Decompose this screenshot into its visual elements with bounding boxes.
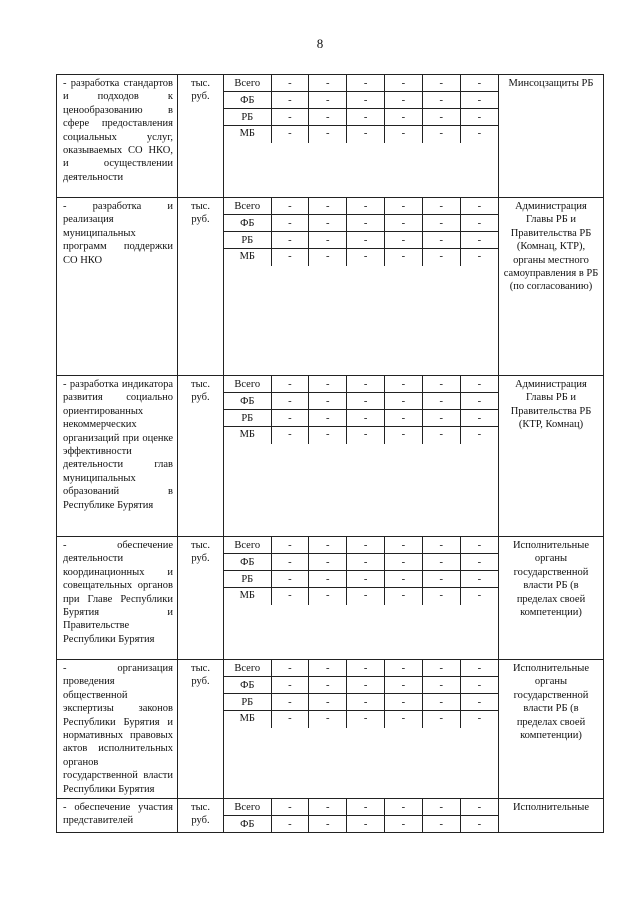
funding-row — [224, 537, 498, 554]
funding-row — [224, 711, 498, 729]
measure-description: - разработка и реализация муниципальных программ поддержки СО НКО — [63, 201, 173, 266]
funding-value: - — [347, 75, 385, 92]
funding-source-label: РБ — [224, 571, 271, 588]
funding-value: - — [460, 198, 498, 215]
funding-source-label: МБ — [239, 429, 255, 440]
funding-row — [224, 249, 498, 267]
funding-value: - — [422, 249, 460, 267]
funding-value: - — [347, 537, 385, 554]
funding-value: - — [309, 588, 347, 606]
funding-value: - — [384, 376, 422, 393]
funding-value: - — [422, 816, 460, 833]
funding-value: - — [347, 588, 385, 606]
funding-table — [224, 660, 498, 728]
funding-value: - — [347, 376, 385, 393]
funding-value: - — [460, 249, 498, 267]
funding-value: - — [347, 711, 385, 729]
unit-cell: тыс. руб. — [191, 802, 210, 827]
funding-value: - — [384, 799, 422, 816]
funding-value: - — [460, 75, 498, 92]
funding-row — [224, 126, 498, 144]
funding-row — [224, 410, 498, 427]
funding-value: - — [422, 571, 460, 588]
responsible-executor: Администрация Главы РБ и Правительства РБ (Комнац, КТР), органы местного самоуправления в РБ (по согласованию) — [503, 201, 599, 293]
funding-source-label: Всего — [224, 75, 271, 92]
funding-value: - — [347, 393, 385, 410]
funding-value: - — [309, 410, 347, 427]
funding-value: - — [309, 249, 347, 267]
responsible-executor: Исполнительные органы государственной власти РБ (в пределах своей компетенции) — [512, 540, 590, 619]
funding-value: - — [309, 126, 347, 144]
funding-value: - — [347, 410, 385, 427]
funding-value: - — [422, 198, 460, 215]
funding-value: - — [271, 92, 309, 109]
funding-value: - — [347, 660, 385, 677]
funding-cell — [224, 660, 499, 799]
funding-value: - — [422, 588, 460, 606]
funding-source-label: РБ — [224, 232, 271, 249]
funding-value: - — [460, 694, 498, 711]
funding-value: - — [309, 215, 347, 232]
funding-value: - — [460, 393, 498, 410]
funding-value: - — [422, 537, 460, 554]
funding-value: - — [460, 816, 498, 833]
funding-table — [224, 537, 498, 605]
unit-cell: тыс. руб. — [191, 78, 210, 103]
funding-value: - — [271, 126, 309, 144]
funding-value: - — [271, 588, 309, 606]
funding-value: - — [460, 711, 498, 729]
funding-source-label: МБ — [239, 590, 255, 601]
funding-value: - — [384, 660, 422, 677]
funding-value: - — [347, 92, 385, 109]
funding-source-label: Всего — [224, 660, 271, 677]
funding-row — [224, 198, 498, 215]
funding-value: - — [347, 799, 385, 816]
funding-value: - — [460, 660, 498, 677]
funding-value: - — [384, 554, 422, 571]
funding-value: - — [460, 554, 498, 571]
funding-value: - — [422, 75, 460, 92]
funding-value: - — [384, 537, 422, 554]
funding-value: - — [422, 215, 460, 232]
funding-source-label: ФБ — [240, 818, 255, 830]
funding-value: - — [460, 109, 498, 126]
measure-description: - обеспечение участия представителей — [63, 802, 173, 827]
funding-source-label: ФБ — [224, 677, 271, 694]
funding-value: - — [347, 677, 385, 694]
funding-value: - — [271, 660, 309, 677]
funding-source-label: Всего — [224, 799, 271, 816]
funding-value: - — [271, 376, 309, 393]
funding-value: - — [347, 571, 385, 588]
funding-value: - — [309, 109, 347, 126]
funding-row — [224, 232, 498, 249]
measure-description: - обеспечение деятельности координационных и совещательных органов при Главе Республики Бурятия и Правительстве Республики Бурятия — [63, 540, 173, 645]
funding-value: - — [271, 694, 309, 711]
funding-value: - — [271, 393, 309, 410]
funding-source-label: ФБ — [224, 393, 271, 410]
funding-source-label: МБ — [239, 713, 255, 724]
funding-value: - — [460, 571, 498, 588]
measure-description: - организация проведения общественной экспертизы законов Республики Бурятия и нормативных правовых актов исполнительных органов государственной власти Республики Бурятия — [63, 663, 173, 795]
funding-row — [224, 694, 498, 711]
funding-value: - — [422, 427, 460, 445]
funding-value: - — [309, 711, 347, 729]
funding-row — [224, 588, 498, 606]
funding-table — [224, 198, 498, 266]
funding-value: - — [309, 376, 347, 393]
funding-value: - — [271, 816, 309, 833]
funding-value: - — [460, 126, 498, 144]
funding-value: - — [309, 75, 347, 92]
table-row — [57, 75, 604, 198]
funding-value: - — [422, 799, 460, 816]
funding-value: - — [309, 537, 347, 554]
funding-row — [224, 393, 498, 410]
funding-row — [224, 109, 498, 126]
funding-value: - — [309, 198, 347, 215]
funding-value: - — [309, 571, 347, 588]
funding-value: - — [309, 427, 347, 445]
unit-cell: тыс. руб. — [191, 379, 210, 404]
funding-value: - — [460, 92, 498, 109]
funding-value: - — [422, 711, 460, 729]
funding-value: - — [384, 816, 422, 833]
funding-source-label: Всего — [224, 537, 271, 554]
funding-value: - — [422, 410, 460, 427]
funding-row — [224, 427, 498, 445]
funding-value: - — [347, 109, 385, 126]
funding-cell — [224, 799, 499, 833]
funding-row — [224, 75, 498, 92]
funding-value: - — [271, 554, 309, 571]
funding-source-label: Всего — [224, 376, 271, 393]
funding-value: - — [384, 92, 422, 109]
funding-value: - — [309, 816, 347, 833]
funding-value: - — [309, 92, 347, 109]
funding-row — [224, 376, 498, 393]
funding-value: - — [422, 660, 460, 677]
funding-value: - — [422, 694, 460, 711]
funding-value: - — [422, 109, 460, 126]
funding-value: - — [384, 215, 422, 232]
funding-source-label: РБ — [224, 410, 271, 427]
funding-value: - — [271, 711, 309, 729]
funding-value: - — [460, 215, 498, 232]
funding-value: - — [422, 126, 460, 144]
funding-value: - — [347, 232, 385, 249]
responsible-executor: Исполнительные — [512, 802, 590, 814]
funding-value: - — [384, 410, 422, 427]
funding-value: - — [347, 554, 385, 571]
funding-value: - — [347, 198, 385, 215]
table-row — [57, 537, 604, 660]
funding-value: - — [422, 92, 460, 109]
funding-value: - — [347, 694, 385, 711]
funding-value: - — [384, 677, 422, 694]
measure-description: - разработка индикатора развития социально ориентированных некоммерческих организаций при оценке эффективности деятельности глав муниципальных образований в Республике Бурятия — [63, 379, 173, 511]
funding-row — [224, 799, 498, 816]
funding-cell — [224, 75, 499, 198]
funding-source-label: МБ — [239, 128, 255, 139]
unit-cell: тыс. руб. — [191, 540, 210, 565]
funding-value: - — [271, 427, 309, 445]
funding-value: - — [422, 554, 460, 571]
funding-value: - — [271, 75, 309, 92]
funding-value: - — [347, 427, 385, 445]
funding-value: - — [460, 232, 498, 249]
funding-value: - — [347, 249, 385, 267]
table-row — [57, 660, 604, 799]
funding-value: - — [384, 588, 422, 606]
funding-cell — [224, 376, 499, 537]
funding-row — [224, 554, 498, 571]
funding-value: - — [422, 376, 460, 393]
funding-table — [224, 75, 498, 143]
funding-source-label: МБ — [239, 251, 255, 262]
funding-value: - — [460, 376, 498, 393]
funding-table — [224, 376, 498, 444]
funding-value: - — [309, 554, 347, 571]
funding-row — [224, 571, 498, 588]
funding-value: - — [460, 537, 498, 554]
funding-value: - — [271, 215, 309, 232]
funding-value: - — [347, 816, 385, 833]
funding-value: - — [271, 198, 309, 215]
table-row — [57, 376, 604, 537]
funding-source-label: Всего — [224, 198, 271, 215]
funding-value: - — [347, 215, 385, 232]
funding-value: - — [384, 427, 422, 445]
measure-description: - разработка стандартов и подходов к ценообразованию в сфере предоставления социальных услуг, оказываемых СО НКО, и осуществлении деятельности — [63, 78, 173, 183]
funding-value: - — [422, 393, 460, 410]
funding-cell — [224, 198, 499, 376]
funding-row — [224, 92, 498, 109]
funding-value: - — [384, 393, 422, 410]
funding-value: - — [309, 232, 347, 249]
program-table — [56, 74, 604, 833]
funding-value: - — [460, 427, 498, 445]
unit-cell: тыс. руб. — [191, 663, 210, 688]
funding-source-label: ФБ — [224, 554, 271, 571]
funding-value: - — [309, 799, 347, 816]
funding-value: - — [384, 571, 422, 588]
funding-cell — [224, 537, 499, 660]
funding-value: - — [271, 677, 309, 694]
funding-value: - — [271, 109, 309, 126]
funding-value: - — [460, 677, 498, 694]
funding-value: - — [347, 126, 385, 144]
responsible-executor: Администрация Главы РБ и Правительства РБ (КТР, Комнац) — [510, 379, 592, 431]
funding-value: - — [422, 677, 460, 694]
funding-value: - — [309, 677, 347, 694]
unit-cell: тыс. руб. — [191, 201, 210, 226]
funding-value: - — [271, 571, 309, 588]
funding-value: - — [384, 109, 422, 126]
funding-row — [224, 660, 498, 677]
funding-source-label: РБ — [224, 109, 271, 126]
funding-value: - — [271, 249, 309, 267]
funding-table — [224, 799, 498, 832]
responsible-executor: Минсоцзащиты РБ — [508, 78, 594, 89]
funding-value: - — [271, 232, 309, 249]
funding-value: - — [384, 198, 422, 215]
funding-value: - — [384, 232, 422, 249]
responsible-executor: Исполнительные органы государственной власти РБ (в пределах своей компетенции) — [512, 663, 590, 742]
funding-row — [224, 215, 498, 232]
funding-row — [224, 816, 498, 833]
funding-value: - — [384, 694, 422, 711]
funding-value: - — [384, 75, 422, 92]
funding-value: - — [460, 588, 498, 606]
page-number: 8 — [316, 36, 324, 51]
funding-value: - — [460, 799, 498, 816]
funding-row — [224, 677, 498, 694]
funding-source-label: ФБ — [224, 92, 271, 109]
funding-source-label: РБ — [224, 694, 271, 711]
funding-value: - — [384, 711, 422, 729]
funding-value: - — [309, 660, 347, 677]
funding-value: - — [271, 799, 309, 816]
table-row — [57, 198, 604, 376]
funding-value: - — [422, 232, 460, 249]
funding-value: - — [384, 249, 422, 267]
table-row — [57, 799, 604, 833]
funding-value: - — [384, 126, 422, 144]
funding-source-label: ФБ — [224, 215, 271, 232]
funding-value: - — [271, 537, 309, 554]
funding-value: - — [309, 393, 347, 410]
funding-value: - — [460, 410, 498, 427]
funding-value: - — [271, 410, 309, 427]
funding-value: - — [309, 694, 347, 711]
